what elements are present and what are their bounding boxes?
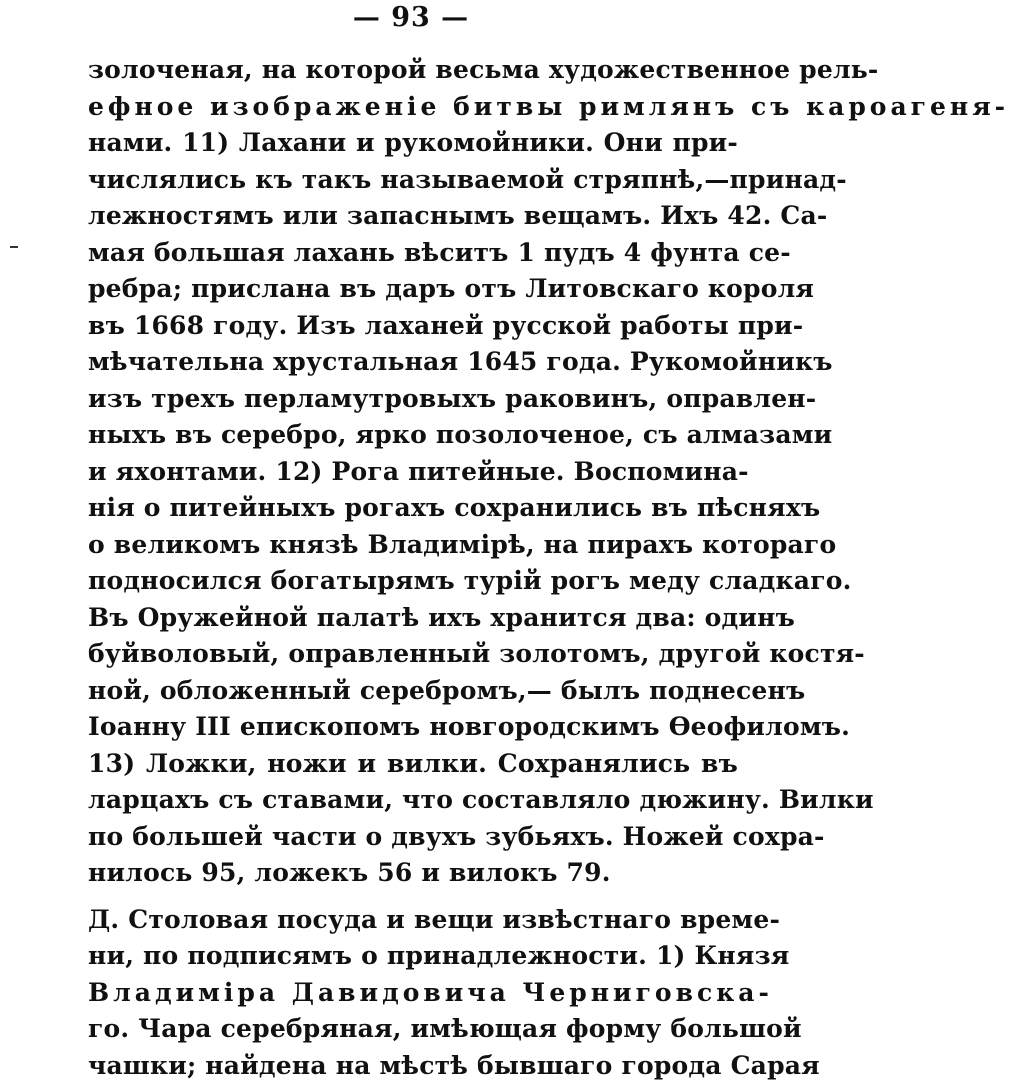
text-line: ефное изображеніе битвы римлянъ съ кароагеня- [88, 89, 738, 126]
text-line: ной, обложенный серебромъ,— былъ поднесенъ [88, 673, 738, 710]
section-line: чашки; найдена на мѣстѣ бывшаго города Сарая [88, 1048, 738, 1084]
section-line: го. Чара серебряная, имѣющая форму большой [88, 1011, 738, 1048]
text-line: нія о питейныхъ рогахъ сохранились въ пѣсняхъ [88, 490, 738, 527]
section-gap [88, 892, 738, 902]
section-line: Д. Столовая посуда и вещи извѣстнаго време- [88, 902, 738, 939]
text-line: въ 1668 году. Изъ лаханей русской работы при- [88, 308, 738, 345]
text-line: буйволовый, оправленный золотомъ, другой костя- [88, 636, 738, 673]
text-line: числялись къ такъ называемой стряпнѣ,—принад- [88, 162, 738, 199]
text-line: золоченая, на которой весьма художественное рель- [88, 52, 738, 89]
page-number: — 93 — [0, 2, 822, 33]
text-line: о великомъ князѣ Владимірѣ, на пирахъ котораго [88, 527, 738, 564]
text-line: ребра; прислана въ даръ отъ Литовскаго короля [88, 271, 738, 308]
text-line: ныхъ въ серебро, ярко позолоченое, съ алмазами [88, 417, 738, 454]
text-line: Іоанну III епископомъ новгородскимъ Ѳеофиломъ. [88, 709, 738, 746]
text-line: мѣчательна хрустальная 1645 года. Рукомойникъ [88, 344, 738, 381]
text-line: по большей части о двухъ зубьяхъ. Ножей сохра- [88, 819, 738, 856]
text-line: нами. 11) Лахани и рукомойники. Они при- [88, 125, 738, 162]
section-line: ни, по подписямъ о принадлежности. 1) Князя [88, 938, 738, 975]
text-line: Въ Оружейной палатѣ ихъ хранится два: одинъ [88, 600, 738, 637]
text-line: нилось 95, ложекъ 56 и вилокъ 79. [88, 855, 738, 892]
body-text [88, 52, 738, 1084]
text-line: мая большая лахань вѣситъ 1 пудъ 4 фунта се- [88, 235, 738, 272]
text-line: лежностямъ или запаснымъ вещамъ. Ихъ 42. Са- [88, 198, 738, 235]
text-line: и яхонтами. 12) Рога питейные. Воспомина- [88, 454, 738, 491]
text-line: 13) Ложки, ножи и вилки. Сохранялись въ [88, 746, 738, 783]
margin-mark [10, 246, 18, 248]
text-line: подносился богатырямъ турій рогъ меду сладкаго. [88, 563, 738, 600]
text-line: ларцахъ съ ставами, что составляло дюжину. Вилки [88, 782, 738, 819]
section-line: Владиміра Давидовича Черниговска- [88, 975, 738, 1012]
text-line: изъ трехъ перламутровыхъ раковинъ, оправлен- [88, 381, 738, 418]
